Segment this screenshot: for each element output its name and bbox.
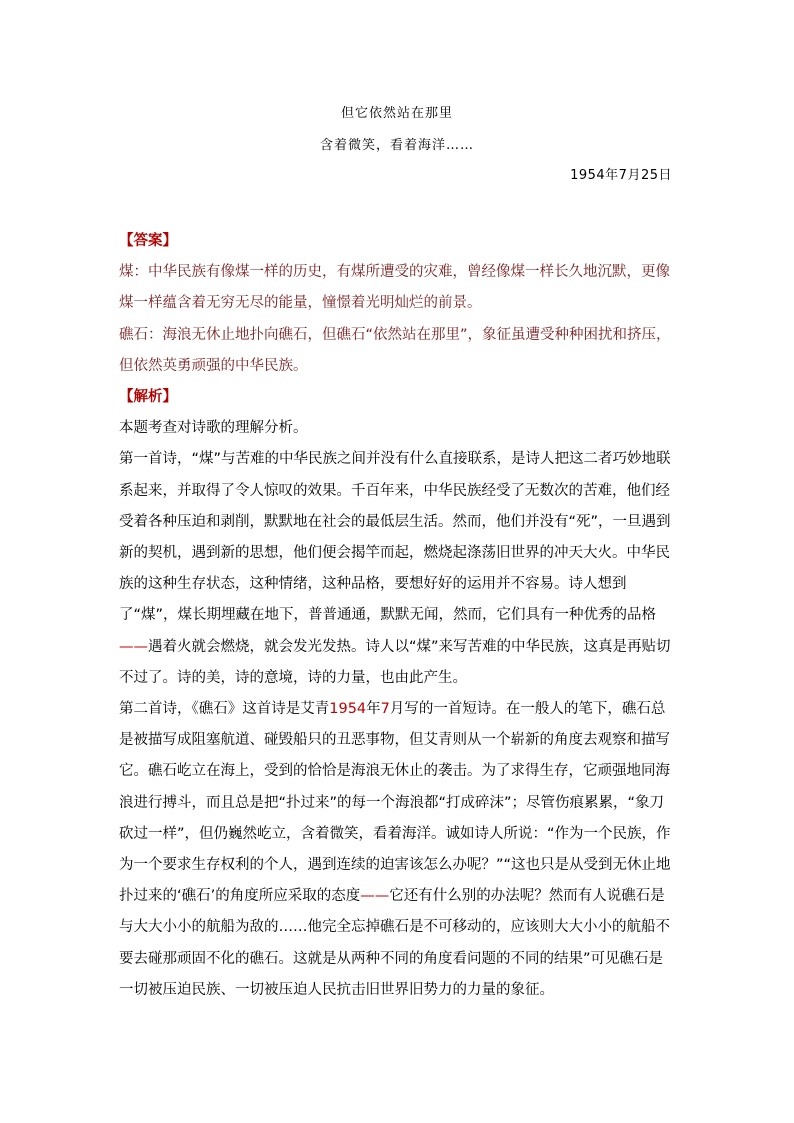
- analysis-paragraph-2-part-c: 月写的一首短诗。在一般人的笔下，礁石总是被描写成阻塞航道、碰毁船只的丑恶事物，但艾青则从一个崭新的角度去观察和描写它。礁石屹立在海上，受到的恰恰是海浪无休止的袭击。为了求得生存，它顽强地同海浪进行搏斗，而且总是把“扑过来”的每一个海浪都“打成碎沫”；尽管伤痕累累，“象刀砍过一样”，但仍巍然屹立，含着微笑，看着海洋。诚如诗人所说：“作为一个民族，作为一个要求生存权利的个人，遇到连续的迫害该怎么办呢？”“这也只是从受到无休止地扑过来的‘礁石’的角度所应采取的态度: [119, 701, 671, 905]
- answer-reef: 礁石：海浪无休止地扑向礁石，但礁石“依然站在那里”，象征虽遭受种种困扰和挤压，但依然英勇顽强的中华民族。: [119, 326, 671, 374]
- analysis-paragraph-2-part-a: 第二首诗，《礁石》这首诗是艾青: [119, 701, 330, 718]
- analysis-paragraph-1-part-b: 遇着火就会燃烧，就会发光发热。诗人以“煤”来写苦难的中华民族，这真是再贴切不过了。诗的美，诗的意境，诗的力量，也由此产生。: [119, 638, 671, 686]
- poem-date: 1954年7月25日: [570, 168, 672, 183]
- analysis-paragraph-2-part-d: 它还有什么别的办法呢？然而有人说礁石是与大大小小的航船为敌的……他完全忘掉礁石是不可移动的，应该则大大小小的航船不要去碰那顽固不化的礁石。这就是从两种不同的角度看问题的不同的结果”可见礁石是一切被压迫民族、一切被压迫人民抗击旧世界旧势力的力量的象征。: [119, 888, 670, 998]
- analysis-paragraph-2: [119, 694, 675, 1006]
- em-dash: ——: [119, 638, 148, 655]
- analysis-intro: 本题考查对诗歌的理解分析。: [119, 420, 308, 437]
- month-highlight: 7: [380, 701, 390, 718]
- poem-line-2: 含着微笑，看着海洋……: [319, 138, 474, 153]
- analysis-paragraph-1-part-a: 第一首诗，“煤”与苦难的中华民族之间并没有什么直接联系，是诗人把这二者巧妙地联系起来，并取得了令人惊叹的效果。千百年来，中华民族经受了无数次的苦难，他们经受着各种压迫和剥削，默默地在社会的最低层生活。然而，他们并没有“死”，一旦遇到新的契机，遇到新的思想，他们便会揭竿而起，燃烧起涤荡旧世界的冲天大火。中华民族的这种生存状态，这种情绪，这种品格，要想好好的运用并不容易。诗人想到了“煤”，煤长期埋藏在地下，普普通通，默默无闻，然而，它们具有一种优秀的品格: [119, 451, 671, 624]
- answer-analysis-content: [119, 226, 675, 1006]
- answer-coal: 煤：中华民族有像煤一样的历史，有煤所遭受的灾难，曾经像煤一样长久地沉默，更像煤一样蕴含着无穷无尽的能量，憧憬着光明灿烂的前景。: [119, 264, 670, 312]
- analysis-label: 【解析】: [119, 389, 177, 406]
- em-dash: ——: [360, 888, 390, 905]
- year-highlight: 1954: [329, 701, 367, 718]
- answer-label: 【答案】: [119, 233, 177, 249]
- analysis-paragraph-2-year-unit: 年: [366, 701, 381, 718]
- poem-line-1: 但它依然站在那里: [340, 106, 453, 121]
- analysis-paragraph-1: [119, 444, 675, 694]
